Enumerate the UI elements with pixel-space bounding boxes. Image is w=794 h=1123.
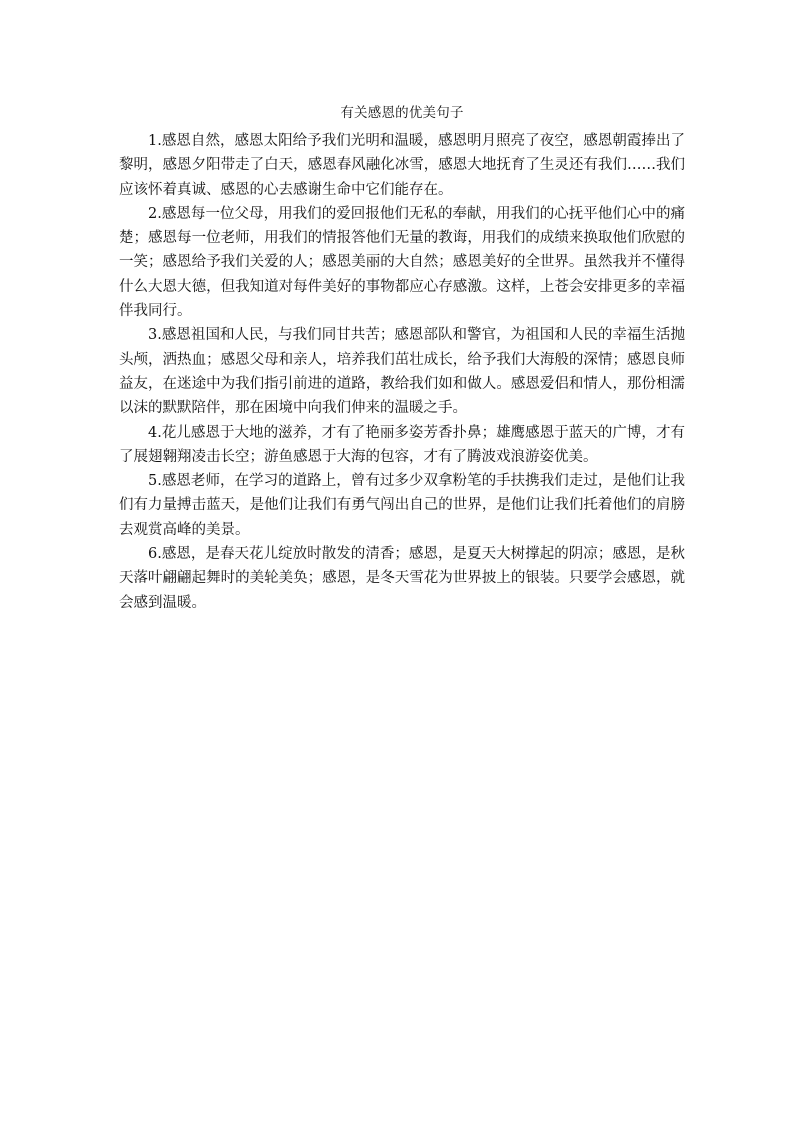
paragraph-2: 2.感恩每一位父母，用我们的爱回报他们无私的奉献，用我们的心抚平他们心中的痛楚；感恩每一位老师，用我们的情报答他们无量的教诲，用我们的成绩来换取他们欣慰的一笑；感恩给予我们关爱的人；感恩美丽的大自然；感恩美好的全世界。虽然我并不懂得什么大恩大德，但我知道对每件美好的事物都应心存感激。这样，上苍会安排更多的幸福伴我同行。 — [119, 205, 685, 320]
paragraph-3: 3.感恩祖国和人民，与我们同甘共苦；感恩部队和警官，为祖国和人民的幸福生活抛头颅，洒热血；感恩父母和亲人，培养我们茁壮成长，给予我们大海般的深情；感恩良师益友，在迷途中为我们指引前进的道路，教给我们如和做人。感恩爱侣和情人，那份相濡以沫的默默陪伴，那在困境中向我们伸来的温暖之手。 — [119, 327, 685, 417]
paragraph-1: 1.感恩自然，感恩太阳给予我们光明和温暖，感恩明月照亮了夜空，感恩朝霞捧出了黎明，感恩夕阳带走了白天，感恩春风融化冰雪，感恩大地抚育了生灵还有我们……我们应该怀着真诚、感恩的心去感谢生命中它们能存在。 — [119, 133, 685, 198]
paragraph-6: 6.感恩，是春天花儿绽放时散发的清香；感恩，是夏天大树撑起的阴凉；感恩，是秋天落叶翩翩起舞时的美轮美奂；感恩，是冬天雪花为世界披上的银装。只要学会感恩，就会感到温暖。 — [119, 546, 685, 611]
document-title: 有关感恩的优美句子 — [340, 105, 464, 121]
document-content — [119, 103, 685, 615]
paragraph-4: 4.花儿感恩于大地的滋养，才有了艳丽多姿芳香扑鼻；雄鹰感恩于蓝天的广博，才有了展翅翱翔凌击长空；游鱼感恩于大海的包容，才有了腾波戏浪游姿优美。 — [119, 424, 685, 465]
paragraph-5: 5.感恩老师，在学习的道路上，曾有过多少双拿粉笔的手扶携我们走过，是他们让我们有力量搏击蓝天，是他们让我们有勇气闯出自己的世界，是他们让我们托着他们的肩膀去观赏高峰的美景。 — [119, 473, 685, 538]
